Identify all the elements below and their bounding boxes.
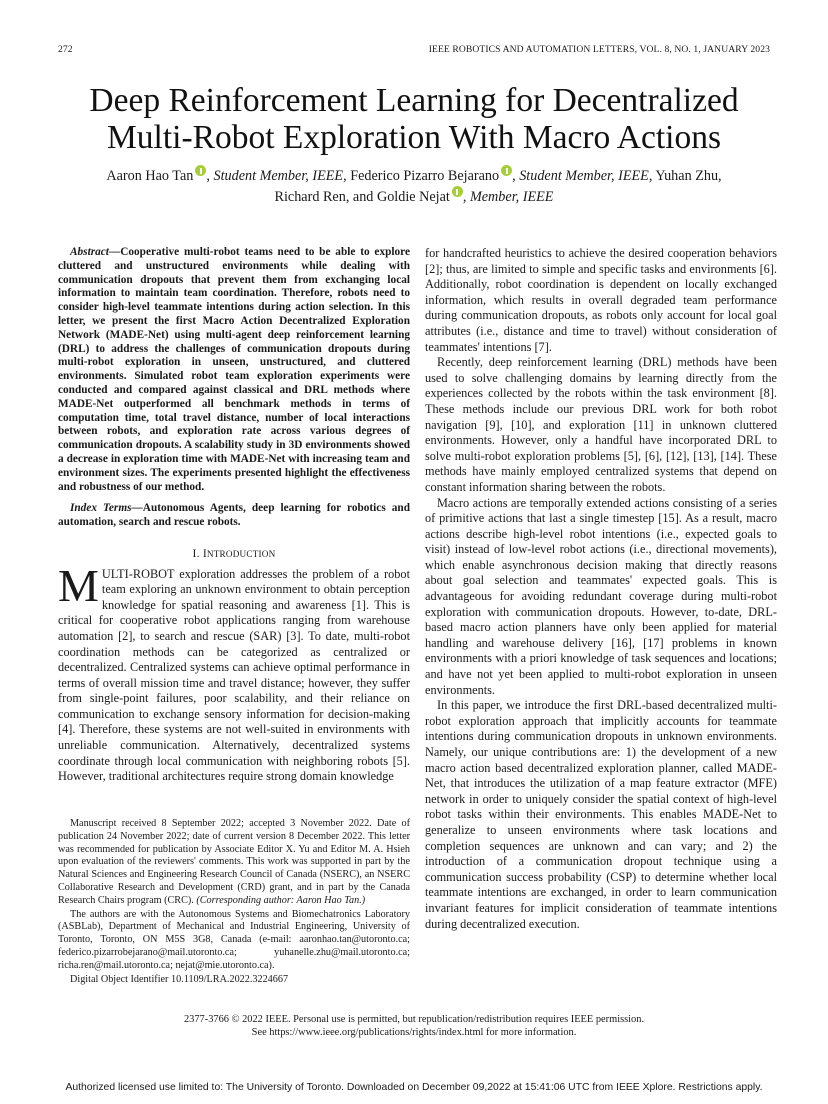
section-title-initial: I xyxy=(202,546,207,560)
footnote-block xyxy=(58,818,410,987)
author-name: Federico Pizarro Bejarano xyxy=(350,168,500,184)
abstract-label: Abstract— xyxy=(70,246,121,258)
journal-name: IEEE ROBOTICS AND AUTOMATION LETTERS, VOL. 8, NO. 1, JANUARY 2023 xyxy=(428,44,770,55)
author-role: Member, IEEE xyxy=(469,189,554,205)
abstract xyxy=(58,246,410,494)
intro-paragraph-1-text: ULTI-ROBOT exploration addresses the problem of a robot team exploring an unknown environment to obtain perception knowledge for spatial reasoning and awareness [1]. This is critical for cooperative robot applications ranging from warehouse automation [2], to search and rescue (SAR) [3]. To date, multi-robot coordination methods can be categorized as centralized or decentralized. Centralized systems can achieve optimal performance in terms of overall mission time and travel distance; however, they suffer from single-point failures, poor scalability, and their reliance on communication to exchange sensory information for decision-making [4]. Therefore, these systems are not well-suited in environments with unreliable communication. Alternatively, decentralized systems coordinate through local communication with neighboring robots [5]. However, traditional architectures require strong domain knowledge xyxy=(58,566,410,784)
orcid-icon[interactable] xyxy=(452,186,463,197)
author-name: Richard Ren, and Goldie Nejat xyxy=(274,189,450,205)
author-role: Student Member, IEEE xyxy=(213,168,344,184)
title-line-2: Multi-Robot Exploration With Macro Actions xyxy=(106,119,721,156)
copyright-notice xyxy=(50,1013,778,1039)
right-column xyxy=(425,246,777,932)
footnote-doi: Digital Object Identifier 10.1109/LRA.2022.3224667 xyxy=(70,973,289,985)
orcid-icon[interactable] xyxy=(501,165,512,176)
license-footer: Authorized licensed use limited to: The University of Toronto. Downloaded on December 09,2022 at 15:41:06 UTC from IEEE Xplore. Restrictions apply. xyxy=(65,1082,763,1093)
author-list: Aaron Hao Tan , Student Member, IEEE, Federico Pizarro Bejarano , Student Member, IEEE, Yuhan Zhu, Richard Ren, and Goldie Nejat , Member, IEEE xyxy=(50,165,778,207)
section-number: I. xyxy=(192,546,200,560)
copyright-line-2: See https://www.ieee.org/publications/rights/index.html for more information. xyxy=(251,1027,577,1038)
intro-paragraph-1-continued: for handcrafted heuristics to achieve the desired cooperation behaviors [2]; thus, are limited to simple and specific tasks and environments [6]. Additionally, robot coordination is dependent on locally exchanged information, which results in overall degraded team performance during communication dropouts, as robots only account for local goal attributes (i.e., distance and time to travel) without consideration of teammates' intentions [7]. xyxy=(425,246,777,354)
intro-paragraph-1 xyxy=(58,559,410,785)
running-header xyxy=(58,44,770,58)
author-name: Yuhan Zhu, xyxy=(655,168,722,184)
abstract-text: Cooperative multi-robot teams need to be able to explore cluttered and unstructured environments while dealing with communication dropouts that prevent them from exchanging local information to maintain team coordination. Therefore, robots need to consider high-level teammate intentions during action selection. In this letter, we present the first Macro Action Decentralized Exploration Network (MADE-Net) using multi-agent deep reinforcement learning (DRL) to address the challenges of communication dropouts during multi-robot exploration in unseen, unstructured, and cluttered environments. Simulated robot team exploration experiments were conducted and compared against classical and DRL methods where MADE-Net outperformed all benchmark methods in terms of computation time, total travel distance, number of local interactions between robots, and exploration rate across various degrees of communication dropouts. A scalability study in 3D environments showed a decrease in exploration time with MADE-Net with increasing team and environment sizes. The experiments presented highlight the effectiveness and robustness of our method. xyxy=(58,246,410,493)
title-line-1: Deep Reinforcement Learning for Decentralized xyxy=(89,82,739,119)
paper-title xyxy=(40,82,788,156)
author-name: Aaron Hao Tan xyxy=(106,168,194,184)
left-column xyxy=(58,246,410,785)
page-number: 272 xyxy=(58,44,73,55)
copyright-line-1: 2377-3766 © 2022 IEEE. Personal use is permitted, but republication/redistribution requires IEEE permission. xyxy=(183,1014,645,1025)
footnote-manuscript xyxy=(58,818,410,908)
orcid-icon[interactable] xyxy=(195,165,206,176)
index-terms xyxy=(58,502,410,530)
footnote-affiliation: The authors are with the Autonomous Systems and Biomechatronics Laboratory (ASBLab), Department of Mechanical and Industrial Engineering, University of Toronto, Toronto, ON M5S 3G8, Canada (e-mail: aaronhao.tan@utoronto.ca; federico.pizarrobejarano@mail.utoronto.ca; yuhanelle.zhu@mail.utoronto.ca; richa.ren@mail.utoronto.ca; nejat@mie.utoronto.ca). xyxy=(58,908,410,971)
index-terms-label: Index Terms— xyxy=(70,502,143,515)
corresponding-author: (Corresponding author: Aaron Hao Tan.) xyxy=(196,894,366,906)
section-title-rest: NTRODUCTION xyxy=(206,548,276,559)
section-heading xyxy=(58,546,410,563)
footnote-manuscript-text: Manuscript received 8 September 2022; accepted 3 November 2022. Date of publication 24 November 2022; date of current version 8 December 2022. This letter was recommended for publication by Associate Editor X. Yu and Editor M. A. Hsieh upon evaluation of the reviewers' comments. This work was supported in part by the Natural Sciences and Engineering Research Council of Canada (NSERC), an NSERC Collaborative Research and Development (CRD) grant, and in part by the Canada Research Chairs program (CRC). xyxy=(58,818,410,906)
author-role: Student Member, IEEE xyxy=(519,168,649,184)
intro-paragraph-2: Recently, deep reinforcement learning (DRL) methods have been used to solve challenging domains by learning directly from the experiences collected by the robots within the task environment [8]. These methods include our previous DRL work for both robot navigation [9], [10], and exploration [11] in unknown cluttered environments. However, only a handful have incorporated DRL to solve multi-robot exploration problems [5], [6], [12], [13], [14]. These methods have mainly employed centralized systems that depend on constant information sharing between the robots. xyxy=(425,355,777,494)
intro-paragraph-3: Macro actions are temporally extended actions consisting of a series of primitive actions that last a single timestep [15]. As a result, macro actions describe high-level robot intentions (i.e., expected goals to visit) instead of low-level robot actions (i.e., directional movements), which enable asynchronous decision making that directly reasons about goal selection and teammates' expected goals. This is advantageous for avoiding redundant coverage during multi-robot exploration with communication dropouts. However, to-date, DRL-based macro action planners have only been applied for material handling and warehouse delivery [16], [17] problems in known environments with a priori knowledge of task sequences and locations; and have not yet been applied to multi-robot exploration in unseen environments. xyxy=(425,495,777,697)
index-terms-text: Autonomous Agents, deep learning for robotics and automation, search and rescue robots. xyxy=(58,502,410,529)
drop-cap: M xyxy=(58,559,99,611)
intro-paragraph-4: In this paper, we introduce the first DRL-based decentralized multi-robot exploration approach that implicitly accounts for teammate intentions during communication dropouts in unknown environments. Namely, our unique contributions are: 1) the development of a new macro action based decentralized exploration planner, called MADE-Net, that introduces the utilization of a map feature extractor (MFE) network in order to uniquely consider the spatial context of high-level robot tasks within their environments. This enables MADE-Net to generalize to unseen environments where task locations and completion sequences are unknown and can vary; and 2) the introduction of a communication dropout technique using a communication success probability (CSP) to determine whether local teammate intentions are exchanged, in order to learn communication invariant features for implicit consideration of teammate intentions during decentralized execution. xyxy=(425,698,777,931)
